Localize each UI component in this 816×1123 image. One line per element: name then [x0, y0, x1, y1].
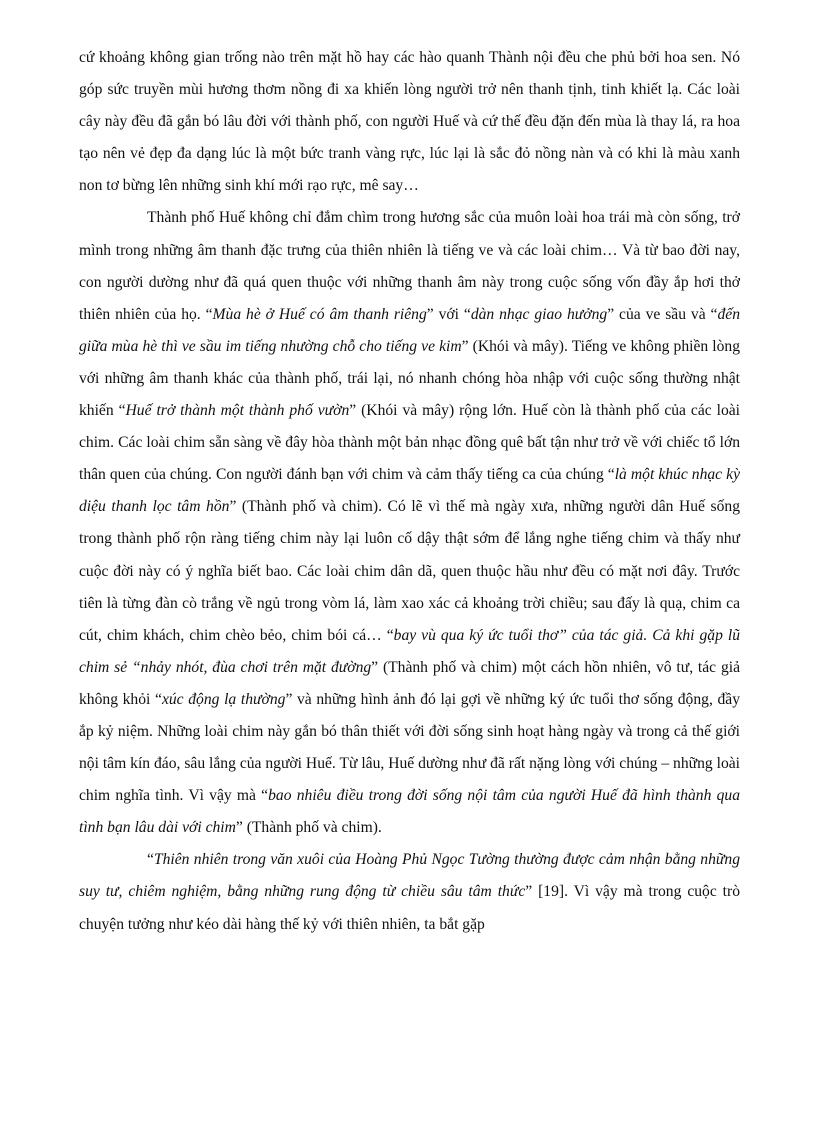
quote-run: là một khúc nhạc kỳ diệu thanh lọc tâm hồn — [79, 466, 740, 516]
quote-run: bao nhiêu điều trong đời sống nội tâm của người Huế đã hình thành qua tình bạn lâu dài với chim — [79, 787, 740, 837]
quote-run: bay vù qua ký ức tuổi thơ” của tác giả. Cả khi gặp lũ chim sẻ “nhảy nhót, đùa chơi trên mặt đường — [79, 626, 740, 676]
quote-run: Mùa hè ở Huế có âm thanh riêng — [212, 305, 427, 323]
quote-run: Thiên nhiên trong văn xuôi của Hoàng Phủ Ngọc Tường thường được cảm nhận bằng những suy tư, chiêm nghiệm, bằng những rung động từ chiều sâu tâm thức — [79, 851, 740, 901]
quote-run: Huế trở thành một thành phố vườn — [125, 402, 350, 420]
text-run: ” và những hình ảnh đó lại gợi về những ký ức tuổi thơ sống động, đầy ắp kỷ niệm. Những loài chim này gắn bó thân thiết với đời sống sinh hoạt hàng ngày và trong cả thế giới nội tâm kín đáo, sâu lắng của người Huế. Từ lâu, Huế dường như đã rất nặng lòng với chúng – những loài chim nghĩa tình. Vì vậy mà “ — [79, 690, 741, 805]
text-run: ” (Thành phố và chim). Có lẽ vì thế mà ngày xưa, những người dân Huế sống trong thành phố rộn ràng tiếng chim này lại luôn cố dậy thật sớm để lắng nghe tiếng chim và thấy như cuộc đời này có ý nghĩa biết bao. Các loài chim dân dã, quen thuộc hầu như đều có mặt nơi đây. Trước tiên là từng đàn cò trắng về ngủ trong vòm lá, làm xao xác cả khoảng trời chiều; sau đấy là quạ, chim ca cút, chim khách, chim chèo bẻo, chim bói cá… “ — [79, 498, 740, 644]
text-run: ” (Thành phố và chim) một cách hồn nhiên, vô tư, tác giả không khỏi “ — [79, 658, 741, 708]
text-run: ” (Khói và mây) rộng lớn. Huế còn là thành phố của các loài chim. Các loài chim sẵn sàng về đây hòa thành một bản nhạc đồng quê bất tận như trở về với chiếc tổ lớn thân quen của chúng. Con người đánh bạn với chim và cảm thấy tiếng ca của chúng “ — [79, 402, 740, 484]
text-run: ” (Khói và mây). Tiếng ve không phiền lòng với những âm thanh khác của thành phố, trái lại, nó nhanh chóng hòa nhập với cuộc sống thường nhật khiến “ — [79, 337, 740, 420]
quote-run: dàn nhạc giao hưởng — [470, 305, 608, 323]
text-run: ” của ve sầu và “ — [607, 305, 718, 323]
paragraph-3 — [79, 844, 740, 940]
paragraph-2 — [79, 202, 740, 844]
text-run: “ — [147, 851, 154, 869]
text-run: ” với “ — [426, 305, 471, 323]
text-run: cứ khoảng không gian trống nào trên mặt hồ hay các hào quanh Thành nội đều che phủ bởi hoa sen. Nó góp sức truyền mùi hương thơm nồng đi xa khiến lòng người trở nên thanh tịnh, tinh khiết lạ. Các loài cây này đều đã gắn bó lâu đời với thành phố, con người Huế và cứ thế đều đặn đến mùa là thay lá, ra hoa tạo nên vẻ đẹp đa dạng lúc là một bức tranh vàng rực, lúc lại là sắc đỏ nồng nàn và có khi là màu xanh non tơ bừng lên những sinh khí mới rạo rực, mê say… — [79, 49, 740, 195]
document-page — [79, 42, 740, 941]
paragraph-1 — [79, 42, 740, 202]
quote-run: xúc động lạ thường — [161, 690, 286, 708]
text-run: ” (Thành phố và chim). — [235, 819, 382, 837]
text-run: ” [19]. Vì vậy mà trong cuộc trò chuyện tưởng như kéo dài hàng thế kỷ với thiên nhiên, ta bắt gặp — [79, 883, 740, 933]
quote-run: đến giữa mùa hè thì ve sầu im tiếng nhường chỗ cho tiếng ve kim — [79, 305, 740, 355]
text-run: Thành phố Huế không chỉ đắm chìm trong hương sắc của muôn loài hoa trái mà còn sống, trở mình trong những âm thanh đặc trưng của thiên nhiên là tiếng ve và các loài chim… Và từ bao đời nay, con người dường như đã quá quen thuộc với những thanh âm này trong cuộc sống vốn đầy ắp hơi thở thiên nhiên của họ. “ — [79, 209, 740, 323]
